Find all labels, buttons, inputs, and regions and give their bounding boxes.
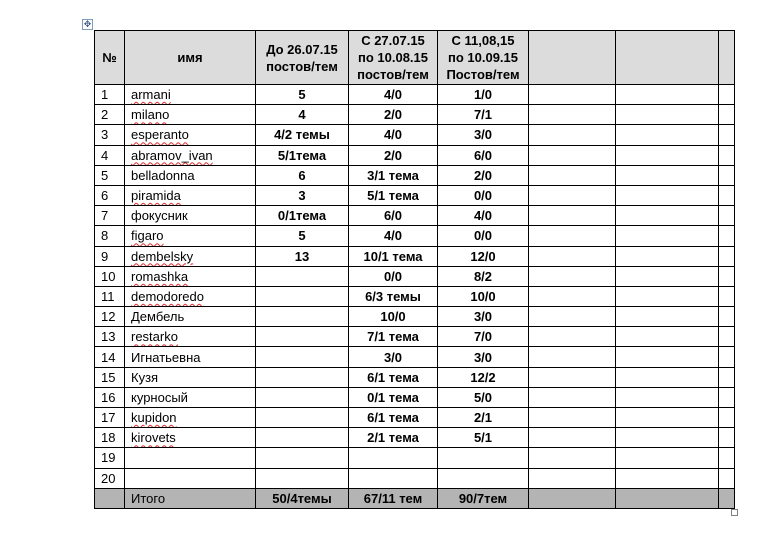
row-empty [719, 85, 735, 105]
header-period1-line2: постов/тем [266, 58, 338, 74]
row-period3: 0/0 [438, 185, 529, 205]
header-period3-line2: по 10.09.15 [447, 50, 518, 65]
row-period1 [256, 347, 349, 367]
row-empty [529, 206, 616, 226]
row-period3: 10/0 [438, 286, 529, 306]
table-resize-handle[interactable] [731, 509, 738, 516]
row-number: 2 [95, 105, 125, 125]
row-empty [616, 226, 719, 246]
row-number: 13 [95, 327, 125, 347]
row-name-text: figaro [131, 228, 164, 244]
row-name [125, 125, 256, 145]
row-period2 [349, 468, 438, 488]
row-empty [616, 206, 719, 226]
row-empty [616, 185, 719, 205]
row-period2: 6/0 [349, 206, 438, 226]
table-row [95, 448, 735, 468]
total-empty [616, 488, 719, 508]
row-number: 15 [95, 367, 125, 387]
row-period2: 4/0 [349, 125, 438, 145]
table-row [95, 85, 735, 105]
row-period2: 6/3 темы [349, 286, 438, 306]
row-empty [529, 327, 616, 347]
row-name [125, 387, 256, 407]
total-empty [529, 488, 616, 508]
row-number: 11 [95, 286, 125, 306]
row-period1 [256, 387, 349, 407]
row-empty [529, 468, 616, 488]
row-period2: 10/1 тема [349, 246, 438, 266]
row-name-text: Кузя [131, 369, 159, 385]
row-empty [529, 347, 616, 367]
row-name-text: armani [131, 87, 171, 103]
row-name-text: курносый [131, 389, 188, 405]
table-row [95, 246, 735, 266]
row-period3: 2/1 [438, 408, 529, 428]
row-empty [719, 286, 735, 306]
row-name [125, 105, 256, 125]
table-row [95, 185, 735, 205]
row-number: 10 [95, 266, 125, 286]
row-number: 5 [95, 165, 125, 185]
header-period2-line3: постов/тем [357, 67, 429, 82]
row-name-text: Игнатьевна [131, 349, 201, 365]
row-empty [529, 448, 616, 468]
row-empty [616, 387, 719, 407]
row-name-text: abramov_ivan [131, 147, 213, 163]
row-empty [616, 367, 719, 387]
row-period2: 4/0 [349, 226, 438, 246]
row-period3: 5/0 [438, 387, 529, 407]
row-name [125, 165, 256, 185]
row-name [125, 145, 256, 165]
row-name-text: esperanto [131, 127, 189, 143]
row-period1: 13 [256, 246, 349, 266]
row-name [125, 206, 256, 226]
row-empty [529, 125, 616, 145]
row-period2: 2/0 [349, 105, 438, 125]
row-empty [616, 428, 719, 448]
row-empty [616, 448, 719, 468]
row-empty [719, 246, 735, 266]
row-period3: 3/0 [438, 307, 529, 327]
table-row [95, 226, 735, 246]
row-name-text: kupidon [131, 410, 177, 426]
row-empty [529, 286, 616, 306]
row-empty [719, 327, 735, 347]
row-number: 12 [95, 307, 125, 327]
row-empty [529, 145, 616, 165]
table-row [95, 286, 735, 306]
row-empty [719, 387, 735, 407]
row-number: 18 [95, 428, 125, 448]
row-period1: 4 [256, 105, 349, 125]
row-name [125, 408, 256, 428]
total-period2: 67/11 тем [349, 488, 438, 508]
table-row [95, 105, 735, 125]
row-name [125, 428, 256, 448]
row-name-text: demodoredo [131, 288, 204, 304]
row-period3: 3/0 [438, 347, 529, 367]
row-empty [616, 125, 719, 145]
row-number: 8 [95, 226, 125, 246]
row-empty [616, 286, 719, 306]
table-move-handle-icon[interactable]: ✥ [83, 19, 92, 29]
row-period2: 3/0 [349, 347, 438, 367]
row-name-text: kirovets [131, 430, 176, 446]
row-period3: 7/1 [438, 105, 529, 125]
row-empty [616, 165, 719, 185]
total-empty [719, 488, 735, 508]
row-period3: 12/2 [438, 367, 529, 387]
row-period3: 3/0 [438, 125, 529, 145]
row-period2: 0/0 [349, 266, 438, 286]
table-row [95, 428, 735, 448]
row-number: 19 [95, 448, 125, 468]
row-period1 [256, 367, 349, 387]
row-empty [529, 367, 616, 387]
row-number: 7 [95, 206, 125, 226]
row-empty [529, 307, 616, 327]
table-row [95, 125, 735, 145]
row-period3: 8/2 [438, 266, 529, 286]
row-period2: 4/0 [349, 85, 438, 105]
row-period3: 0/0 [438, 226, 529, 246]
row-name [125, 367, 256, 387]
row-number: 3 [95, 125, 125, 145]
row-empty [719, 165, 735, 185]
header-period1-line1: До 26.07.15 [266, 41, 338, 57]
row-period3: 1/0 [438, 85, 529, 105]
header-period3 [438, 31, 529, 85]
row-period2: 5/1 тема [349, 185, 438, 205]
row-period2: 0/1 тема [349, 387, 438, 407]
row-empty [719, 367, 735, 387]
row-name [125, 307, 256, 327]
row-period1 [256, 286, 349, 306]
row-period2: 10/0 [349, 307, 438, 327]
row-period2 [349, 448, 438, 468]
header-period2-line1: С 27.07.15 [361, 33, 425, 48]
header-name: имя [125, 31, 256, 85]
row-name [125, 286, 256, 306]
row-period1 [256, 428, 349, 448]
row-empty [719, 428, 735, 448]
row-name [125, 468, 256, 488]
row-name [125, 246, 256, 266]
row-number: 17 [95, 408, 125, 428]
row-empty [529, 165, 616, 185]
table-row [95, 145, 735, 165]
row-empty [719, 468, 735, 488]
row-number: 4 [95, 145, 125, 165]
row-period1: 5 [256, 226, 349, 246]
table-row [95, 387, 735, 407]
row-empty [529, 408, 616, 428]
row-period1: 5/1тема [256, 145, 349, 165]
table-row [95, 165, 735, 185]
header-empty-col [529, 31, 616, 85]
header-period3-line1: С 11,08,15 [451, 33, 515, 48]
row-period2: 7/1 тема [349, 327, 438, 347]
row-period3: 5/1 [438, 428, 529, 448]
header-row [95, 31, 735, 85]
row-number: 20 [95, 468, 125, 488]
row-period2: 6/1 тема [349, 408, 438, 428]
header-num: № [95, 31, 125, 85]
row-empty [616, 408, 719, 428]
row-empty [616, 327, 719, 347]
row-period1: 0/1тема [256, 206, 349, 226]
row-period2: 2/1 тема [349, 428, 438, 448]
row-period2: 6/1 тема [349, 367, 438, 387]
row-period3 [438, 448, 529, 468]
row-empty [719, 266, 735, 286]
row-period1: 5 [256, 85, 349, 105]
total-period1: 50/4темы [256, 488, 349, 508]
row-period1 [256, 307, 349, 327]
row-period3: 12/0 [438, 246, 529, 266]
row-period1: 6 [256, 165, 349, 185]
total-label: Итого [125, 488, 256, 508]
table-row [95, 347, 735, 367]
table-row [95, 367, 735, 387]
row-number: 9 [95, 246, 125, 266]
header-period3-line3: Постов/тем [446, 67, 520, 82]
row-name [125, 226, 256, 246]
row-period3: 4/0 [438, 206, 529, 226]
row-empty [616, 266, 719, 286]
row-period3 [438, 468, 529, 488]
row-number: 6 [95, 185, 125, 205]
header-empty-col [719, 31, 735, 85]
row-name-text: belladonna [131, 167, 195, 183]
header-period2-line2: по 10.08.15 [357, 50, 428, 65]
row-name-text: Дембель [131, 309, 185, 325]
row-empty [529, 266, 616, 286]
row-empty [529, 246, 616, 266]
row-number: 14 [95, 347, 125, 367]
row-period1: 4/2 темы [256, 125, 349, 145]
row-empty [719, 226, 735, 246]
row-name-text: dembelsky [131, 248, 194, 264]
row-empty [529, 428, 616, 448]
row-name [125, 85, 256, 105]
row-empty [616, 307, 719, 327]
row-period3: 2/0 [438, 165, 529, 185]
row-number: 16 [95, 387, 125, 407]
row-name-text: restarko [131, 329, 178, 345]
row-empty [616, 85, 719, 105]
row-empty [719, 448, 735, 468]
row-empty [719, 145, 735, 165]
table-row [95, 327, 735, 347]
row-empty [719, 347, 735, 367]
row-name [125, 327, 256, 347]
table-row [95, 206, 735, 226]
row-empty [616, 246, 719, 266]
row-empty [616, 347, 719, 367]
header-empty-col [616, 31, 719, 85]
row-name-text: фокусник [131, 208, 188, 224]
row-empty [719, 125, 735, 145]
row-name [125, 266, 256, 286]
row-name-text: milano [131, 107, 170, 123]
row-empty [529, 185, 616, 205]
row-period2: 2/0 [349, 145, 438, 165]
total-period3: 90/7тем [438, 488, 529, 508]
row-period1 [256, 266, 349, 286]
row-empty [719, 105, 735, 125]
row-period3: 7/0 [438, 327, 529, 347]
row-name-text: romashka [131, 268, 189, 284]
row-empty [529, 226, 616, 246]
row-period1 [256, 408, 349, 428]
row-name [125, 448, 256, 468]
row-empty [529, 85, 616, 105]
row-period1 [256, 327, 349, 347]
row-period3: 6/0 [438, 145, 529, 165]
row-empty [616, 145, 719, 165]
row-empty [719, 206, 735, 226]
table-row [95, 266, 735, 286]
table-row [95, 468, 735, 488]
row-period1 [256, 448, 349, 468]
row-period1: 3 [256, 185, 349, 205]
row-period2: 3/1 тема [349, 165, 438, 185]
row-name [125, 185, 256, 205]
row-empty [719, 408, 735, 428]
row-empty [616, 105, 719, 125]
row-name [125, 347, 256, 367]
row-empty [719, 185, 735, 205]
row-empty [529, 387, 616, 407]
row-empty [719, 307, 735, 327]
row-name-text: piramida [131, 188, 181, 204]
header-period2 [349, 31, 438, 85]
posts-table [94, 30, 735, 509]
row-empty [616, 468, 719, 488]
table-row [95, 307, 735, 327]
header-period1 [256, 31, 349, 85]
row-period1 [256, 468, 349, 488]
total-num [95, 488, 125, 508]
row-number: 1 [95, 85, 125, 105]
total-row [95, 488, 735, 508]
table-row [95, 408, 735, 428]
row-empty [529, 105, 616, 125]
